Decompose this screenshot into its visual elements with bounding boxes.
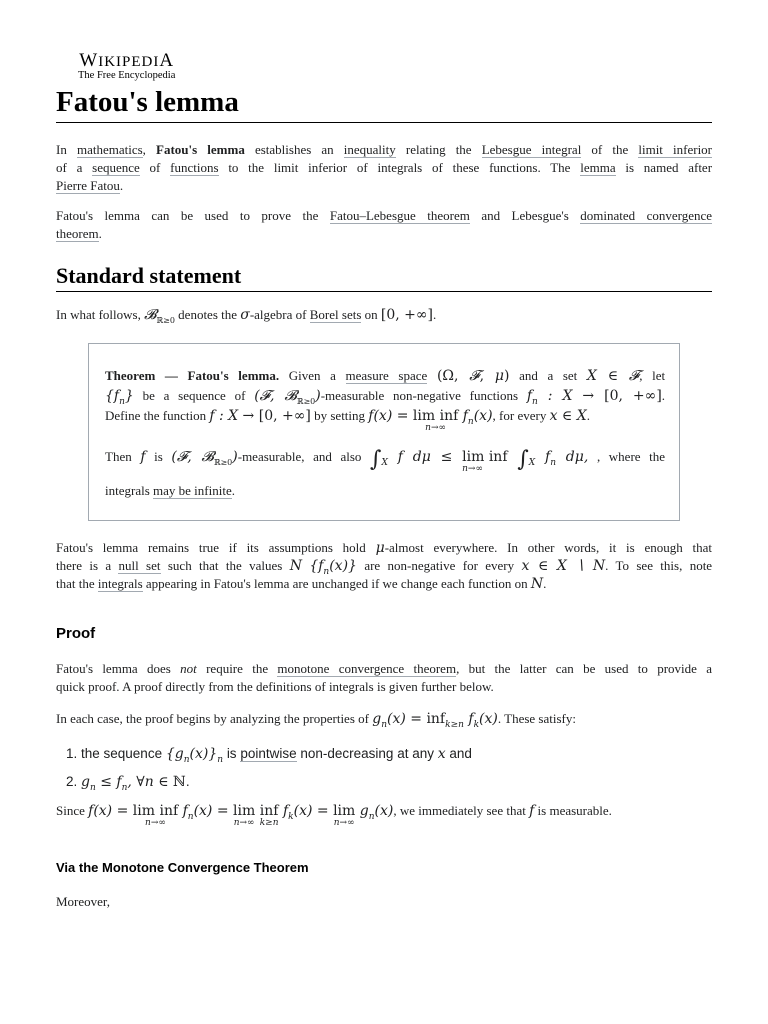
intro-paragraph-2 xyxy=(56,207,712,243)
logo-tagline: The Free Encyclopedia xyxy=(78,70,176,81)
moreover-paragraph: Moreover, xyxy=(56,894,110,909)
link-borel-sets[interactable]: Borel sets xyxy=(309,307,362,322)
proof-paragraph-2: In each case, the proof begins by analyzing the properties of $g_n(x) = inf_{k\ge n}$ $f_k(x)$. These satisfy: xyxy=(56,711,576,730)
link-measure-space[interactable]: measure space xyxy=(345,368,428,383)
proof-list xyxy=(66,743,472,799)
link-pierre-fatou[interactable]: Pierre Fatou xyxy=(56,178,120,193)
link-lebesgue-integral[interactable]: Lebesgue integral xyxy=(481,142,582,157)
list-item: 1. the sequence $\{g_n(x)\}_n$ is pointwise non-decreasing at any x and xyxy=(66,746,472,765)
link-null-set[interactable]: null set xyxy=(118,558,161,573)
link-pointwise[interactable]: pointwise xyxy=(240,746,297,761)
math-measurability: f(x) = lim inf n→∞ $f_n(x) = \lim$ n→∞ inf k≥n $f_k(x) = \lim$ n→∞ $g_n(x)$ xyxy=(88,803,394,828)
after-theorem-paragraph: Fatou's lemma remains true if its assumptions hold μ-almost everywhere. In other words, it is enough that there is a null set such that the values N $\{f_n(x)\}$ are non-negative for every x ∈ X ∖ N. To see this, note that the integrals appearing in Fatou's lemma are unchanged if we change each function on N. xyxy=(56,540,713,592)
list-item: 2. $g_n \le f_n$, ∀n ∈ ℕ. xyxy=(66,773,190,793)
heading-proof: Proof xyxy=(56,625,96,642)
proof-paragraph-1: Fatou's lemma does not require the monotone convergence theorem, but the latter can be used to provide a quick proof. A proof directly from the definitions of integrals is given further below. xyxy=(56,661,713,694)
link-may-be-infinite[interactable]: may be infinite xyxy=(153,483,232,498)
link-dominated-convergence[interactable]: dominated convergence xyxy=(580,208,713,223)
intro-line: Pierre Fatou. xyxy=(56,178,124,193)
intro-paragraph-1 xyxy=(56,141,712,195)
link-integrals[interactable]: integrals xyxy=(97,576,143,591)
term-fatou-lemma: Fatou's lemma xyxy=(156,142,245,157)
link-dominated-convergence-theorem[interactable]: theorem xyxy=(56,226,99,241)
standard-intro: In what follows, 𝓑$_{ℝ\ge 0}$ denotes the σ-algebra of Borel sets on [0, +∞]. xyxy=(56,307,437,325)
theorem-label: Theorem — Fatou's lemma. xyxy=(105,368,280,383)
intro-line: Fatou's lemma can be used to prove the Fatou–Lebesgue theorem and Lebesgue's dominated convergence xyxy=(56,208,713,223)
proof-paragraph-3: Since f(x) = lim inf n→∞ $f_n(x) = \lim$ n→∞ inf k≥n $f_k(x) = \lim$ n→∞ $g_n(x)$, we immediately see that f is measurable. xyxy=(56,803,612,828)
link-sequence[interactable]: sequence xyxy=(92,160,140,175)
link-inequality[interactable]: inequality xyxy=(343,142,396,157)
wikipedia-logo[interactable] xyxy=(78,50,175,81)
heading-via-mct: Via the Monotone Convergence Theorem xyxy=(56,860,309,875)
link-monotone-convergence-theorem[interactable]: monotone convergence theorem xyxy=(277,661,457,676)
heading-standard-statement: Standard statement xyxy=(56,262,712,292)
intro-line: theorem. xyxy=(56,226,102,241)
math-borel-sigma: 𝓑$_{ℝ\ge 0}$ xyxy=(144,307,175,325)
intro-line: In mathematics, Fatou's lemma establishes an inequality relating the Lebesgue integral of the limit inferior xyxy=(56,142,713,157)
link-lemma[interactable]: lemma xyxy=(580,160,616,175)
math-fatou-inequality: $\int_X$ f dμ ≤ lim inf n→∞ $\int_X$ $f_n$ dμ, xyxy=(370,447,589,474)
link-functions[interactable]: functions xyxy=(170,160,219,175)
intro-line: of a sequence of functions to the limit inferior of integrals of these functions. The lemma is named after xyxy=(56,160,713,175)
link-limit-inferior[interactable]: limit inferior xyxy=(638,142,713,157)
math-interval: [0, +∞] xyxy=(380,307,434,323)
theorem-box: Theorem — Fatou's lemma. Given a measure space (Ω, 𝓕, μ) and a set X ∈ 𝓕, let $\{f_n\}$ be a sequence of (𝓕, 𝓑$_{ℝ\ge 0}$)-measurable non-negative functions $f_n$ : X → [0, +∞]. Define the function f : X → [0, +∞] by setting f(x) = lim inf n→∞ $f_n(x)$, for every x ∈ X. Then f is (𝓕, 𝓑$_{ℝ\ge 0}$)-measurable, and also $\int_X$ f dμ ≤ lim inf n→∞ $\int_X$ $f_n$ dμ, , where the integrals may be infinite. xyxy=(88,343,680,521)
logo-wordmark: WIKIPEDIA xyxy=(79,50,175,71)
page-title: Fatou's lemma xyxy=(56,84,712,123)
link-mathematics[interactable]: mathematics xyxy=(76,142,143,157)
link-fatou-lebesgue-theorem[interactable]: Fatou–Lebesgue theorem xyxy=(329,208,470,223)
